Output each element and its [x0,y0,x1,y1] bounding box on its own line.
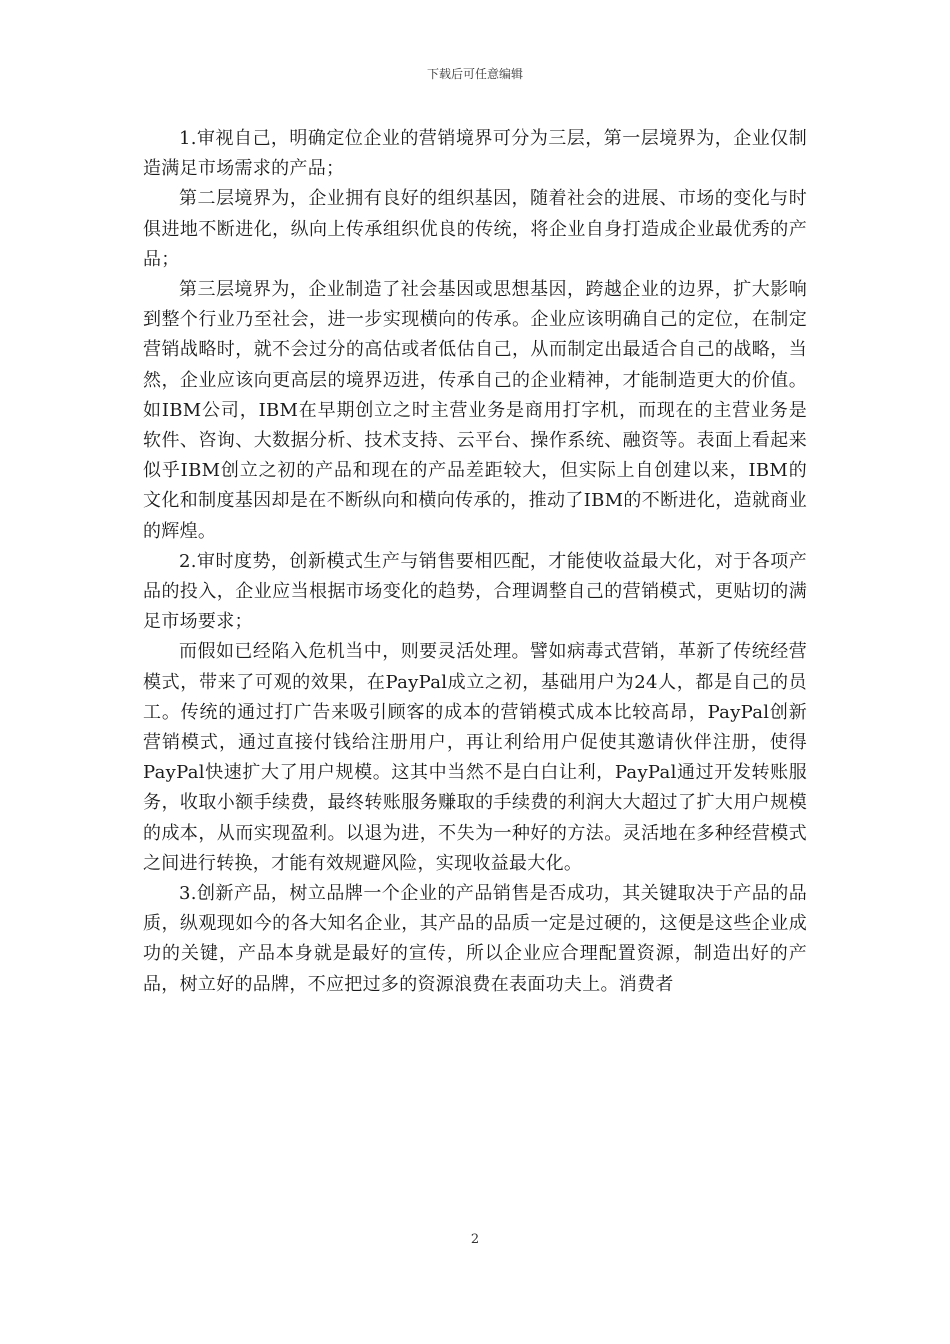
page-header: 下载后可任意编辑 [426,67,523,81]
paragraph-6: 3.创新产品，树立品牌一个企业的产品销售是否成功，其关键取决于产品的品质，纵观现如今的各大知名企业，其产品的品质一定是过硬的，这便是这些企业成功的关键，产品本身就是最好的宣传，所以企业应合理配置资源，制造出好的产品，树立好的品牌，不应把过多的资源浪费在表面功夫上。消费者 [143,883,807,995]
page-number: 2 [470,1232,480,1247]
document-body [143,124,807,1000]
paragraph-1: 1.审视自己，明确定位企业的营销境界可分为三层，第一层境界为，企业仅制造满足市场需求的产品； [143,128,807,180]
paragraph-5: 而假如已经陷入危机当中，则要灵活处理。譬如病毒式营销，革新了传统经营模式，带来了可观的效果，在PayPal成立之初，基础用户为24人，都是自己的员工。传统的通过打广告来吸引顾客的成本的营销模式成本比较高昂，PayPal创新营销模式，通过直接付钱给注册用户，再让利给用户促使其邀请伙伴注册，使得PayPal快速扩大了用户规模。这其中当然不是白白让利，PayPal通过开发转账服务，收取小额手续费，最终转账服务赚取的手续费的利润大大超过了扩大用户规模的成本，从而实现盈利。以退为进，不失为一种好的方法。灵活地在多种经营模式之间进行转换，才能有效规避风险，实现收益最大化。 [143,641,807,874]
paragraph-4: 2.审时度势，创新模式生产与销售要相匹配，才能使收益最大化，对于各项产品的投入，企业应当根据市场变化的趋势，合理调整自己的营销模式，更贴切的满足市场要求； [143,550,807,633]
paragraph-2: 第二层境界为，企业拥有良好的组织基因，随着社会的进展、市场的变化与时俱进地不断进化，纵向上传承组织优良的传统，将企业自身打造成企业最优秀的产品； [143,188,807,270]
paragraph-3: 第三层境界为，企业制造了社会基因或思想基因，跨越企业的边界，扩大影响到整个行业乃至社会，进一步实现横向的传承。企业应该明确自己的定位，在制定营销战略时，就不会过分的高估或者低估自己，从而制定出最适合自己的战略，当然，企业应该向更高层的境界迈进，传承自己的企业精神，才能制造更大的价值。如IBM公司，IBM在早期创立之时主营业务是商用打字机，而现在的主营业务是软件、咨询、大数据分析、技术支持、云平台、操作系统、融资等。表面上看起来似乎IBM创立之初的产品和现在的产品差距较大，但实际上自创建以来，IBM的文化和制度基因却是在不断纵向和横向传承的，推动了IBM的不断进化，造就商业的辉煌。 [143,279,807,542]
